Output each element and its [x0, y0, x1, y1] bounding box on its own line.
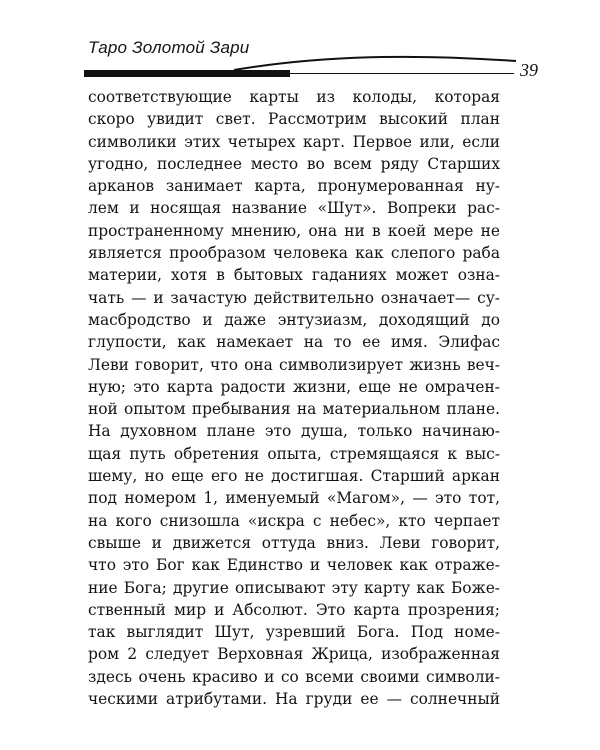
header-rule — [84, 55, 524, 85]
text-line: на кого снизошла «искра с небес», кто черпает — [88, 511, 500, 530]
text-line: ческими атрибутами. На груди ее — солнечный — [88, 690, 500, 709]
text-line: угодно, последнее место во всем ряду Старших — [88, 154, 500, 173]
page-number: 39 — [520, 60, 538, 80]
text-line: скоро увидит свет. Рассмотрим высокий план — [88, 110, 500, 129]
text-line: ние Бога; другие описывают эту карту как Боже- — [88, 578, 500, 597]
header-rule-thick-bar — [84, 70, 290, 77]
text-line: лем и носящая название «Шут». Вопреки рас- — [88, 199, 500, 218]
text-line: свыше и движется оттуда вниз. Леви говорит, — [88, 533, 500, 552]
text-line: материи, хотя в бытовых гаданиях может озна- — [88, 266, 500, 285]
text-line: глупости, как намекает на то ее имя. Элифас — [88, 333, 500, 352]
text-line: масбродство и даже энтузиазм, доходящий до — [88, 310, 500, 329]
text-line: Леви говорит, что она символизирует жизнь веч- — [88, 355, 500, 374]
text-line: так выглядит Шут, узревший Бога. Под номе- — [88, 623, 500, 642]
text-line: чать — и зачастую действительно означает— су- — [88, 288, 500, 307]
text-line: под номером 1, именуемый «Магом», — это тот, — [88, 489, 500, 508]
text-line: ную; это карта радости жизни, еще не омрачен- — [88, 377, 500, 396]
body-text — [88, 86, 500, 710]
text-line: здесь очень красиво и со всеми своими символи- — [88, 667, 500, 686]
text-line: символики этих четырех карт. Первое или, если — [88, 132, 500, 151]
text-line: пространенному мнению, она ни в коей мере не — [88, 221, 500, 240]
running-title: Таро Золотой Зари — [88, 38, 250, 57]
text-line: ной опытом пребывания на материальном плане. — [88, 400, 500, 419]
text-line: что это Бог как Единство и человек как отраже- — [88, 556, 500, 575]
text-line: соответствующие карты из колоды, которая — [88, 88, 500, 106]
header-rule-swoosh — [234, 57, 516, 70]
text-line: является прообразом человека как слепого раба — [88, 244, 500, 263]
text-line: щая путь обретения опыта, стремящаяся к выс- — [88, 444, 500, 463]
text-line: арканов занимает карта, пронумерованная ну- — [88, 177, 500, 196]
text-line: На духовном плане это душа, только начинаю- — [88, 422, 500, 441]
text-line: ром 2 следует Верховная Жрица, изображенная — [88, 645, 500, 664]
text-line: шему, но еще его не достигшая. Старший аркан — [88, 467, 500, 486]
text-line: ственный мир и Абсолют. Это карта прозрения; — [88, 600, 500, 619]
